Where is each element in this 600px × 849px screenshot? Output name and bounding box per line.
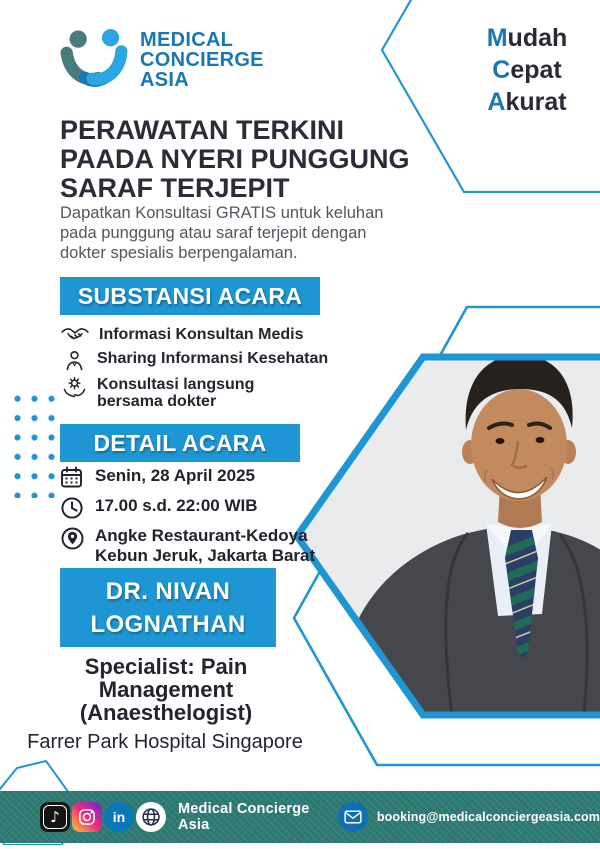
tiktok-icon[interactable]: ♪ (40, 802, 70, 832)
email-icon[interactable] (338, 802, 368, 832)
intro-text: Dapatkan Konsultasi GRATIS untuk keluhan pada punggung atau saraf terjepit dengan dokter spesialis berpengalaman. (60, 204, 384, 262)
substansi-list (60, 326, 340, 410)
brand-name: MEDICAL CONCIERGE ASIA (140, 29, 264, 91)
instagram-icon[interactable] (72, 802, 102, 832)
list-item-label: Informasi Konsultan Medis (99, 326, 304, 343)
event-time: 17.00 s.d. 22:00 WIB (95, 496, 258, 515)
list-item (60, 350, 340, 371)
globe-icon[interactable] (136, 802, 166, 832)
calendar-icon (60, 466, 85, 490)
doctor-specialty: Specialist: Pain Management (Anaesthelogist) (79, 654, 253, 725)
section-title-detail: DETAIL ACARA (60, 424, 300, 462)
footer-email-group[interactable] (338, 802, 600, 832)
brand-logo (58, 28, 264, 92)
tagline-word: Mudah (486, 24, 568, 52)
doctor-icon (60, 350, 88, 371)
list-item-label: Konsultasi langsung bersama dokter (97, 376, 255, 410)
detail-list (60, 466, 340, 566)
decorative-dot-grid (6, 386, 58, 498)
tagline-word: Akurat (487, 88, 567, 116)
doctor-hospital: Farrer Park Hospital Singapore (27, 731, 303, 753)
list-item (60, 376, 340, 410)
clock-icon (60, 496, 85, 520)
people-hug-icon (58, 28, 130, 92)
section-title-substansi: SUBSTANSI ACARA (60, 277, 320, 315)
handshake-icon (60, 326, 90, 345)
care-hands-icon (60, 376, 88, 398)
event-location-row (60, 526, 340, 566)
list-item (60, 326, 340, 345)
event-time-row (60, 496, 340, 520)
event-date-row (60, 466, 340, 490)
doctor-name-banner: DR. NIVAN LOGNATHAN (60, 568, 276, 647)
tagline-word: Cepat (492, 56, 562, 84)
footer-bar (0, 791, 600, 843)
tagline (452, 22, 600, 118)
page-title: PERAWATAN TERKINI PAADA NYERI PUNGGUNG SARAF TERJEPIT (60, 115, 410, 203)
location-icon (60, 526, 85, 551)
linkedin-icon[interactable]: in (104, 802, 134, 832)
footer-email[interactable]: booking@medicalconciergeasia.com (376, 810, 600, 824)
footer-social-group (40, 801, 314, 833)
event-date: Senin, 28 April 2025 (95, 466, 255, 485)
footer-brand-label: Medical Concierge Asia (178, 801, 310, 833)
list-item-label: Sharing Informansi Kesehatan (97, 350, 329, 367)
event-location: Angke Restaurant-Kedoya Kebun Jeruk, Jakarta Barat (95, 526, 316, 565)
